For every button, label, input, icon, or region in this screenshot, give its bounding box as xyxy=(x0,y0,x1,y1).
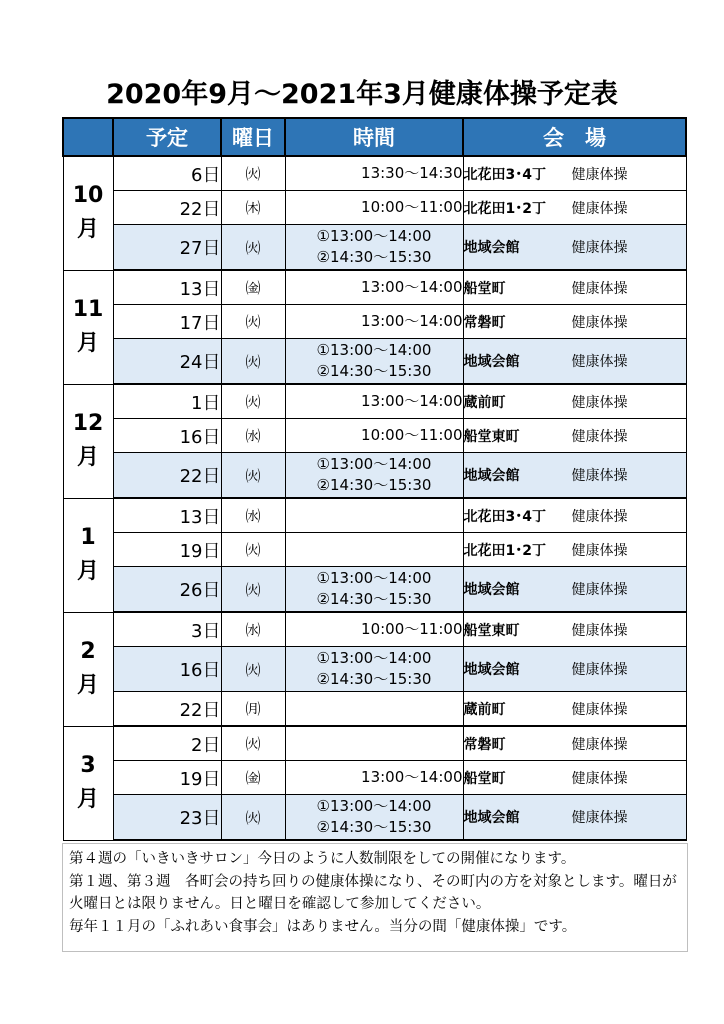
weekday-cell: ㈬ xyxy=(221,419,285,453)
time-cell xyxy=(285,419,463,453)
time-slot: ②14:30～15:30 xyxy=(316,590,432,608)
venue-cell xyxy=(463,612,686,647)
day-cell: 1日 xyxy=(113,384,221,419)
venue-name: 地域会館 xyxy=(463,468,520,484)
time-slot: ①13:00～14:00 xyxy=(316,341,432,359)
time-cell xyxy=(285,726,463,761)
schedule-body xyxy=(63,156,686,840)
time-cell xyxy=(285,498,463,533)
weekday-cell: ㈭ xyxy=(221,191,285,225)
venue-name: 常磐町 xyxy=(463,314,506,331)
time-slot: ②14:30～15:30 xyxy=(316,362,432,380)
activity-type: 健康体操 xyxy=(571,280,628,297)
activity-type: 健康体操 xyxy=(571,770,628,787)
activity-type: 健康体操 xyxy=(571,701,628,718)
page-title: 2020年9月～2021年3月健康体操予定表 xyxy=(106,79,618,110)
venue-cell xyxy=(463,156,686,191)
table-row xyxy=(63,612,686,647)
header-blank-cell xyxy=(63,118,113,156)
activity-type: 健康体操 xyxy=(571,200,628,217)
venue-name: 船堂町 xyxy=(463,280,506,297)
month-label xyxy=(63,156,113,270)
time-cell xyxy=(285,612,463,647)
table-row xyxy=(63,498,686,533)
table-header-row xyxy=(63,118,686,156)
month-label xyxy=(63,384,113,498)
venue-cell xyxy=(463,384,686,419)
table-row xyxy=(63,692,686,727)
venue-cell xyxy=(463,795,686,841)
venue-cell xyxy=(463,339,686,385)
time-cell xyxy=(285,533,463,567)
weekday-cell: ㈫ xyxy=(221,339,285,385)
weekday-cell: ㈫ xyxy=(221,533,285,567)
time-slot: ②14:30～15:30 xyxy=(316,476,432,494)
activity-type: 健康体操 xyxy=(571,810,628,826)
header-time: 時間 xyxy=(285,118,463,156)
month-number: 11 xyxy=(72,297,104,322)
weekday-cell: ㈫ xyxy=(221,726,285,761)
table-row xyxy=(63,225,686,271)
activity-type: 健康体操 xyxy=(571,468,628,484)
time-slot: 13:00～14:00 xyxy=(361,312,463,330)
day-cell: 22日 xyxy=(113,191,221,225)
venue-cell xyxy=(463,191,686,225)
table-row xyxy=(63,761,686,795)
time-cell xyxy=(285,270,463,305)
weekday-cell: ㈫ xyxy=(221,156,285,191)
activity-type: 健康体操 xyxy=(571,354,628,370)
time-slot: 10:00～11:00 xyxy=(361,620,463,638)
time-cell xyxy=(285,795,463,841)
header-weekday: 曜日 xyxy=(221,118,285,156)
venue-cell xyxy=(463,533,686,567)
activity-type: 健康体操 xyxy=(571,508,628,525)
time-cell xyxy=(285,156,463,191)
table-row xyxy=(63,156,686,191)
month-number: 12 xyxy=(72,411,104,436)
time-slot: ②14:30～15:30 xyxy=(316,818,432,836)
day-cell: 2日 xyxy=(113,726,221,761)
table-row xyxy=(63,726,686,761)
venue-name: 蔵前町 xyxy=(463,701,506,718)
time-cell xyxy=(285,647,463,692)
venue-name: 地域会館 xyxy=(463,662,520,678)
day-cell: 13日 xyxy=(113,270,221,305)
day-cell: 23日 xyxy=(113,795,221,841)
day-cell: 17日 xyxy=(113,305,221,339)
month-suffix: 月 xyxy=(76,217,99,243)
time-cell xyxy=(285,191,463,225)
time-cell xyxy=(285,225,463,271)
weekday-cell: ㈫ xyxy=(221,305,285,339)
venue-cell xyxy=(463,692,686,727)
table-row xyxy=(63,339,686,385)
venue-name: 船堂町 xyxy=(463,770,506,787)
weekday-cell: ㈫ xyxy=(221,567,285,613)
venue-cell xyxy=(463,761,686,795)
time-slot: ①13:00～14:00 xyxy=(316,455,432,473)
time-slot: 10:00～11:00 xyxy=(361,198,463,216)
time-slot: ①13:00～14:00 xyxy=(316,649,432,667)
time-slot: 13:00～14:00 xyxy=(361,392,463,410)
venue-cell xyxy=(463,647,686,692)
day-cell: 26日 xyxy=(113,567,221,613)
day-cell: 3日 xyxy=(113,612,221,647)
table-row xyxy=(63,419,686,453)
month-label xyxy=(63,726,113,840)
activity-type: 健康体操 xyxy=(571,314,628,331)
venue-cell xyxy=(463,453,686,499)
time-slot: ①13:00～14:00 xyxy=(316,227,432,245)
month-suffix: 月 xyxy=(76,445,99,470)
weekday-cell: ㈫ xyxy=(221,647,285,692)
activity-type: 健康体操 xyxy=(571,428,628,445)
venue-cell xyxy=(463,498,686,533)
weekday-cell: ㈪ xyxy=(221,692,285,727)
time-slot: 10:00～11:00 xyxy=(361,426,463,444)
notes-box xyxy=(62,843,688,952)
venue-name: 地域会館 xyxy=(463,582,520,598)
weekday-cell: ㈫ xyxy=(221,384,285,419)
venue-name: 船堂東町 xyxy=(463,428,520,445)
venue-name: 北花田1･2丁 xyxy=(463,542,546,559)
month-suffix: 月 xyxy=(76,559,99,584)
table-row xyxy=(63,647,686,692)
activity-type: 健康体操 xyxy=(571,736,628,753)
weekday-cell: ㈮ xyxy=(221,761,285,795)
venue-cell xyxy=(463,567,686,613)
header-venue: 会 場 xyxy=(463,118,686,156)
table-row xyxy=(63,795,686,841)
day-cell: 19日 xyxy=(113,761,221,795)
time-slot: 13:30～14:30 xyxy=(361,164,463,182)
day-cell: 22日 xyxy=(113,453,221,499)
venue-name: 北花田1･2丁 xyxy=(463,200,546,217)
day-cell: 6日 xyxy=(113,156,221,191)
time-cell xyxy=(285,305,463,339)
note-line: 第４週の「いきいきサロン」今日のように人数制限をしての開催になります。 xyxy=(69,851,576,867)
venue-name: 北花田3･4丁 xyxy=(463,508,546,525)
month-suffix: 月 xyxy=(76,673,99,698)
venue-name: 常磐町 xyxy=(463,736,506,753)
month-label xyxy=(63,270,113,384)
table-row xyxy=(63,305,686,339)
venue-cell xyxy=(463,305,686,339)
activity-type: 健康体操 xyxy=(571,394,628,411)
time-slot: 13:00～14:00 xyxy=(361,768,463,786)
time-slot: ①13:00～14:00 xyxy=(316,569,432,587)
activity-type: 健康体操 xyxy=(571,662,628,678)
venue-name: 船堂東町 xyxy=(463,622,520,639)
table-row xyxy=(63,270,686,305)
venue-name: 地域会館 xyxy=(463,354,520,370)
venue-cell xyxy=(463,270,686,305)
time-slot: 13:00～14:00 xyxy=(361,278,463,296)
day-cell: 19日 xyxy=(113,533,221,567)
month-number: 10 xyxy=(72,183,104,209)
time-slot: ②14:30～15:30 xyxy=(316,248,432,266)
month-suffix: 月 xyxy=(76,787,99,812)
time-cell xyxy=(285,761,463,795)
time-cell xyxy=(285,453,463,499)
table-row xyxy=(63,533,686,567)
schedule-table xyxy=(62,117,687,841)
time-slot: ①13:00～14:00 xyxy=(316,797,432,815)
weekday-cell: ㈫ xyxy=(221,225,285,271)
activity-type: 健康体操 xyxy=(571,240,628,256)
day-cell: 27日 xyxy=(113,225,221,271)
month-label xyxy=(63,498,113,612)
month-number: 1 xyxy=(80,525,96,550)
table-row xyxy=(63,191,686,225)
activity-type: 健康体操 xyxy=(571,166,628,183)
day-cell: 22日 xyxy=(113,692,221,727)
venue-name: 地域会館 xyxy=(463,810,520,826)
weekday-cell: ㈬ xyxy=(221,612,285,647)
venue-name: 地域会館 xyxy=(463,240,520,256)
activity-type: 健康体操 xyxy=(571,582,628,598)
venue-cell xyxy=(463,419,686,453)
day-cell: 13日 xyxy=(113,498,221,533)
month-number: 2 xyxy=(80,639,96,664)
header-date: 予定 xyxy=(113,118,221,156)
weekday-cell: ㈮ xyxy=(221,270,285,305)
month-suffix: 月 xyxy=(76,331,99,356)
venue-cell xyxy=(463,726,686,761)
day-cell: 16日 xyxy=(113,419,221,453)
note-line: 第１週、第３週 各町会の持ち回りの健康体操になり、その町内の方を対象とします。曜日が火曜日とは限りません。日と曜日を確認して参加してください。 xyxy=(69,873,677,912)
activity-type: 健康体操 xyxy=(571,542,628,559)
time-cell xyxy=(285,692,463,727)
time-cell xyxy=(285,339,463,385)
note-line: 毎年１１月の「ふれあい食事会」はありません。当分の間「健康体操」です。 xyxy=(69,918,577,935)
venue-cell xyxy=(463,225,686,271)
day-cell: 16日 xyxy=(113,647,221,692)
weekday-cell: ㈫ xyxy=(221,795,285,841)
table-row xyxy=(63,567,686,613)
weekday-cell: ㈫ xyxy=(221,453,285,499)
time-slot: ②14:30～15:30 xyxy=(316,670,432,688)
venue-name: 北花田3･4丁 xyxy=(463,166,546,183)
time-cell xyxy=(285,567,463,613)
month-label xyxy=(63,612,113,726)
activity-type: 健康体操 xyxy=(571,622,628,639)
time-cell xyxy=(285,384,463,419)
table-row xyxy=(63,384,686,419)
venue-name: 蔵前町 xyxy=(463,394,506,411)
table-row xyxy=(63,453,686,499)
day-cell: 24日 xyxy=(113,339,221,385)
month-number: 3 xyxy=(80,753,96,778)
weekday-cell: ㈬ xyxy=(221,498,285,533)
